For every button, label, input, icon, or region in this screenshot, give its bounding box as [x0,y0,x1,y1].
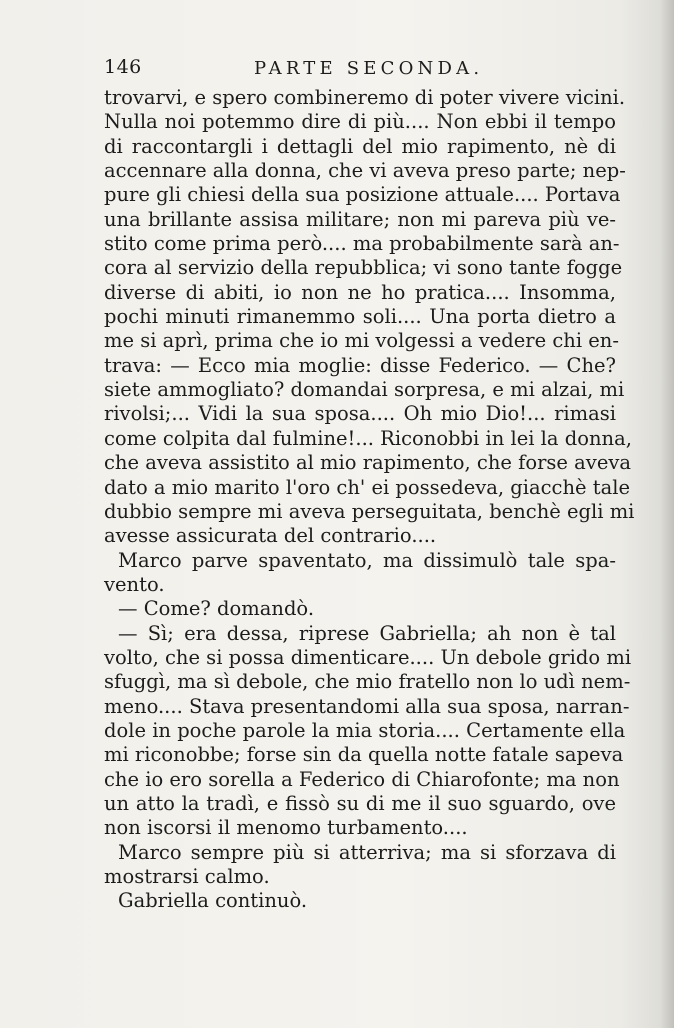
text-line: siete ammogliato? domandai sorpresa, e mi alzai, mi [104,378,625,402]
body-text [104,86,635,914]
text-line: Nulla noi potemmo dire di più.... Non ebbi il tempo [104,110,616,134]
text-line: che aveva assistito al mio rapimento, che forse aveva [104,451,631,475]
page-header [104,56,616,84]
text-line: mostrarsi calmo. [104,865,270,888]
text-line: — Sì; era dessa, riprese Gabriella; ah non è tal [118,621,616,645]
text-line: non iscorsi il menomo turbamento.... [104,816,468,840]
text-line: accennare alla donna, che vi aveva preso parte; nep- [104,159,626,183]
text-line: una brillante assisa militare; non mi pareva più ve- [104,207,616,231]
text-line: stito come prima però.... ma probabilmente sarà an- [104,232,620,256]
text-line: cora al servizio della repubblica; vi sono tante fogge [104,256,623,280]
text-line: pure gli chiesi della sua posizione attuale.... Portava [104,183,621,207]
text-line: un atto la tradì, e fissò su di me il suo sguardo, ove [104,791,616,815]
text-line: Marco parve spaventato, ma dissimulò tale spa- [118,548,616,572]
text-line: Gabriella continuò. [118,889,308,913]
text-line: dato a mio marito l'oro ch' ei possedeva, giacchè tale [104,475,630,499]
text-line: rivolsi;... Vidi la sua sposa.... Oh mio Dio!... rimasi [104,402,616,426]
text-line: Marco sempre più si atterriva; ma si sforzava di [118,840,616,864]
text-line: dubbio sempre mi aveva perseguitata, benchè egli mi [104,499,635,523]
running-head: PARTE SECONDA. [254,58,484,79]
text-line: di raccontargli i dettagli del mio rapimento, nè di [104,134,616,158]
text-line: volto, che si possa dimenticare.... Un debole grido mi [104,645,632,669]
text-line: trovarvi, e spero combineremo di poter vivere vicini. [104,86,626,109]
text-line: me si aprì, prima che io mi volgessi a vedere chi en- [104,329,619,353]
page-number: 146 [104,56,142,78]
page-edge-shadow [660,0,674,1028]
text-line: — Come? domandò. [118,597,315,621]
text-line: che io ero sorella a Federico di Chiarofonte; ma non [104,767,620,791]
text-line: pochi minuti rimanemmo soli.... Una porta dietro a [104,305,616,329]
text-line: diverse di abiti, io non ne ho pratica.... Insomma, [104,280,616,304]
text-line: sfuggì, ma sì debole, che mio fratello non lo udì nem- [104,670,631,694]
text-line: meno.... Stava presentandomi alla sua sposa, narran- [104,694,630,718]
text-line: vento. [104,572,165,596]
text-line: trava: — Ecco mia moglie: disse Federico. — Che? [104,353,616,377]
text-line: avesse assicurata del contrario.... [104,524,437,548]
text-line: mi riconobbe; forse sin da quella notte fatale sapeva [104,743,624,767]
text-line: dole in poche parole la mia storia.... Certamente ella [104,718,626,742]
text-line: come colpita dal fulmine!... Riconobbi in lei la donna, [104,426,632,450]
